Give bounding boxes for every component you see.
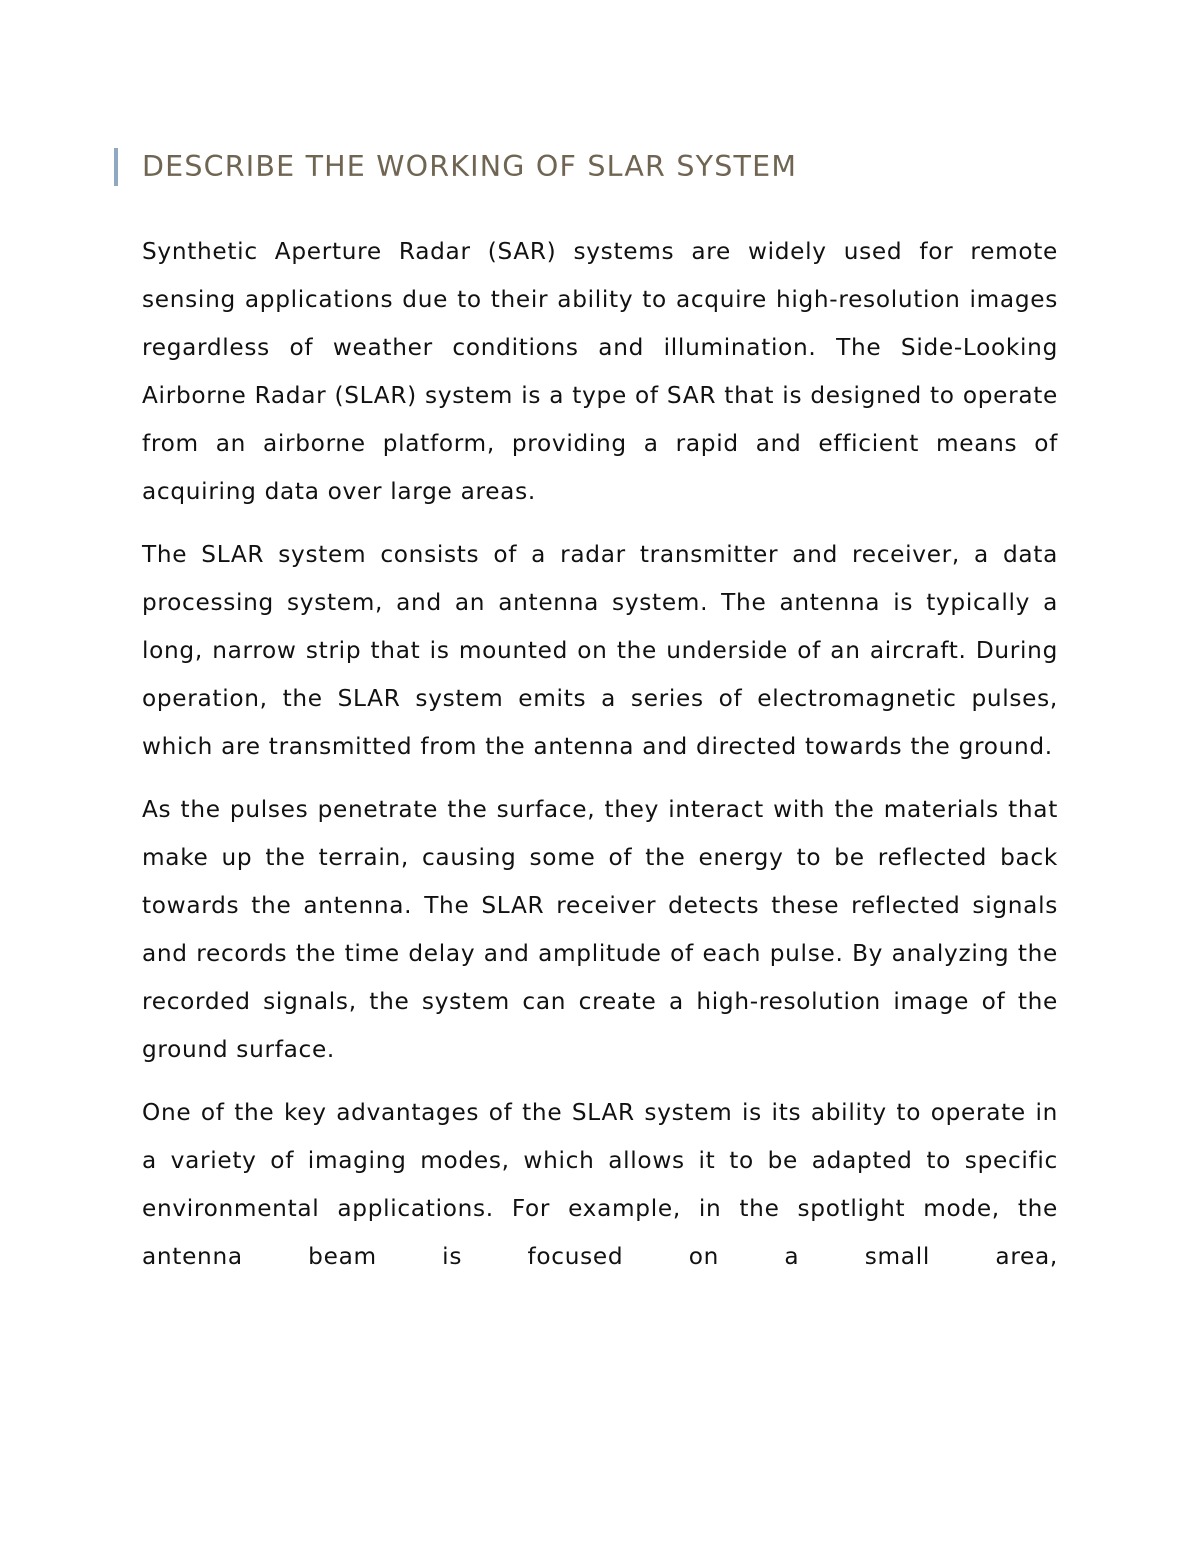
heading-accent-bar xyxy=(114,148,118,186)
paragraph-sar-intro: Synthetic Aperture Radar (SAR) systems are widely used for remote sensing applications due to their ability to acquire high-resolution images regardless of weather conditions and illumination. The Side-Looking Airborne Radar (SLAR) system is a type of SAR that is designed to operate from an airborne platform, providing a rapid and efficient means of acquiring data over large areas. xyxy=(142,238,1058,505)
paragraph-slar-components: The SLAR system consists of a radar transmitter and receiver, a data processing system, and an antenna system. The antenna is typically a long, narrow strip that is mounted on the underside of an aircraft. During operation, the SLAR system emits a series of electromagnetic pulses, which are transmitted from the antenna and directed towards the ground. xyxy=(142,541,1058,760)
section-heading: DESCRIBE THE WORKING OF SLAR SYSTEM xyxy=(142,150,798,183)
section-heading-block xyxy=(114,146,1074,188)
paragraph-imaging-modes: One of the key advantages of the SLAR system is its ability to operate in a variety of imaging modes, which allows it to be adapted to specific environmental applications. For example, in the spotlight mode, the antenna beam is focused on a small area, xyxy=(142,1099,1058,1270)
paragraph-pulse-interaction: As the pulses penetrate the surface, they interact with the materials that make up the terrain, causing some of the energy to be reflected back towards the antenna. The SLAR receiver detects these reflected signals and records the time delay and amplitude of each pulse. By analyzing the recorded signals, the system can create a high-resolution image of the ground surface. xyxy=(142,796,1058,1063)
document-body xyxy=(142,228,1058,1296)
